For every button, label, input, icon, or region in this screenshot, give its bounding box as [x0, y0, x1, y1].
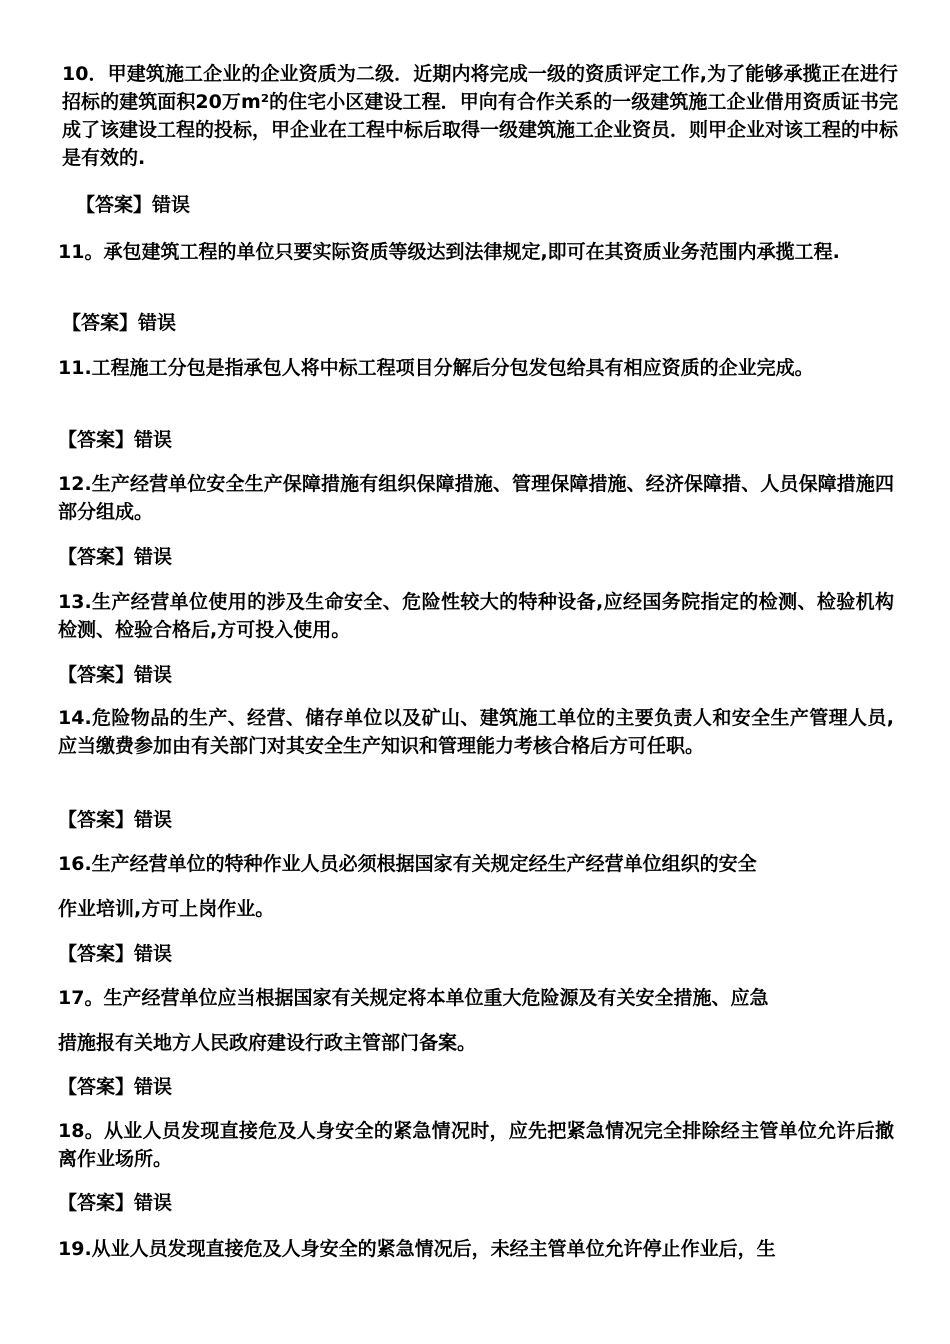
answer-10: 【答案】错误: [76, 194, 191, 216]
question-16-line2: 作业培训,方可上岗作业。: [58, 898, 275, 920]
answer-11a: 【答案】错误: [62, 312, 177, 334]
answer-17: 【答案】错误: [58, 1076, 173, 1098]
question-16-line1: 16.生产经营单位的特种作业人员必须根据国家有关规定经生产经营单位组织的安全: [58, 853, 757, 875]
answer-12: 【答案】错误: [58, 546, 173, 568]
question-18: 18。从业人员发现直接危及人身安全的紧急情况时，应先把紧急情况完全排除经主管单位允许后撤离作业场所。: [58, 1120, 894, 1170]
question-17-line1: 17。生产经营单位应当根据国家有关规定将本单位重大危险源及有关安全措施、应急: [58, 987, 769, 1009]
answer-18: 【答案】错误: [58, 1192, 173, 1214]
question-17-line2: 措施报有关地方人民政府建设行政主管部门备案。: [58, 1032, 477, 1054]
answer-14: 【答案】错误: [58, 809, 173, 831]
answer-11b: 【答案】错误: [58, 429, 173, 451]
question-10: 10．甲建筑施工企业的企业资质为二级．近期内将完成一级的资质评定工作,为了能够承揽正在进行招标的建筑面积20万m²的住宅小区建设工程．甲向有合作关系的一级建筑施工企业借用资质证书完成了该建设工程的投标，甲企业在工程中标后取得一级建筑施工企业资员．则甲企业对该工程的中标是有效的.: [62, 63, 899, 169]
question-14: 14.危险物品的生产、经营、储存单位以及矿山、建筑施工单位的主要负责人和安全生产管理人员,应当缴费参加由有关部门对其安全生产知识和管理能力考核合格后方可任职。: [58, 707, 894, 757]
question-11b: 11.工程施工分包是指承包人将中标工程项目分解后分包发包给具有相应资质的企业完成。: [58, 357, 814, 379]
question-12: 12.生产经营单位安全生产保障措施有组织保障措施、管理保障措施、经济保障措、人员保障措施四部分组成。: [58, 473, 894, 523]
question-11a: 11。承包建筑工程的单位只要实际资质等级达到法律规定,即可在其资质业务范围内承揽工程.: [58, 241, 840, 263]
question-13: 13.生产经营单位使用的涉及生命安全、危险性较大的特种设备,应经国务院指定的检测、检验机构检测、检验合格后,方可投入使用。: [58, 591, 894, 641]
answer-16: 【答案】错误: [58, 943, 173, 965]
answer-13: 【答案】错误: [58, 664, 173, 686]
question-19: 19.从业人员发现直接危及人身安全的紧急情况后，未经主管单位允许停止作业后，生: [58, 1238, 776, 1260]
